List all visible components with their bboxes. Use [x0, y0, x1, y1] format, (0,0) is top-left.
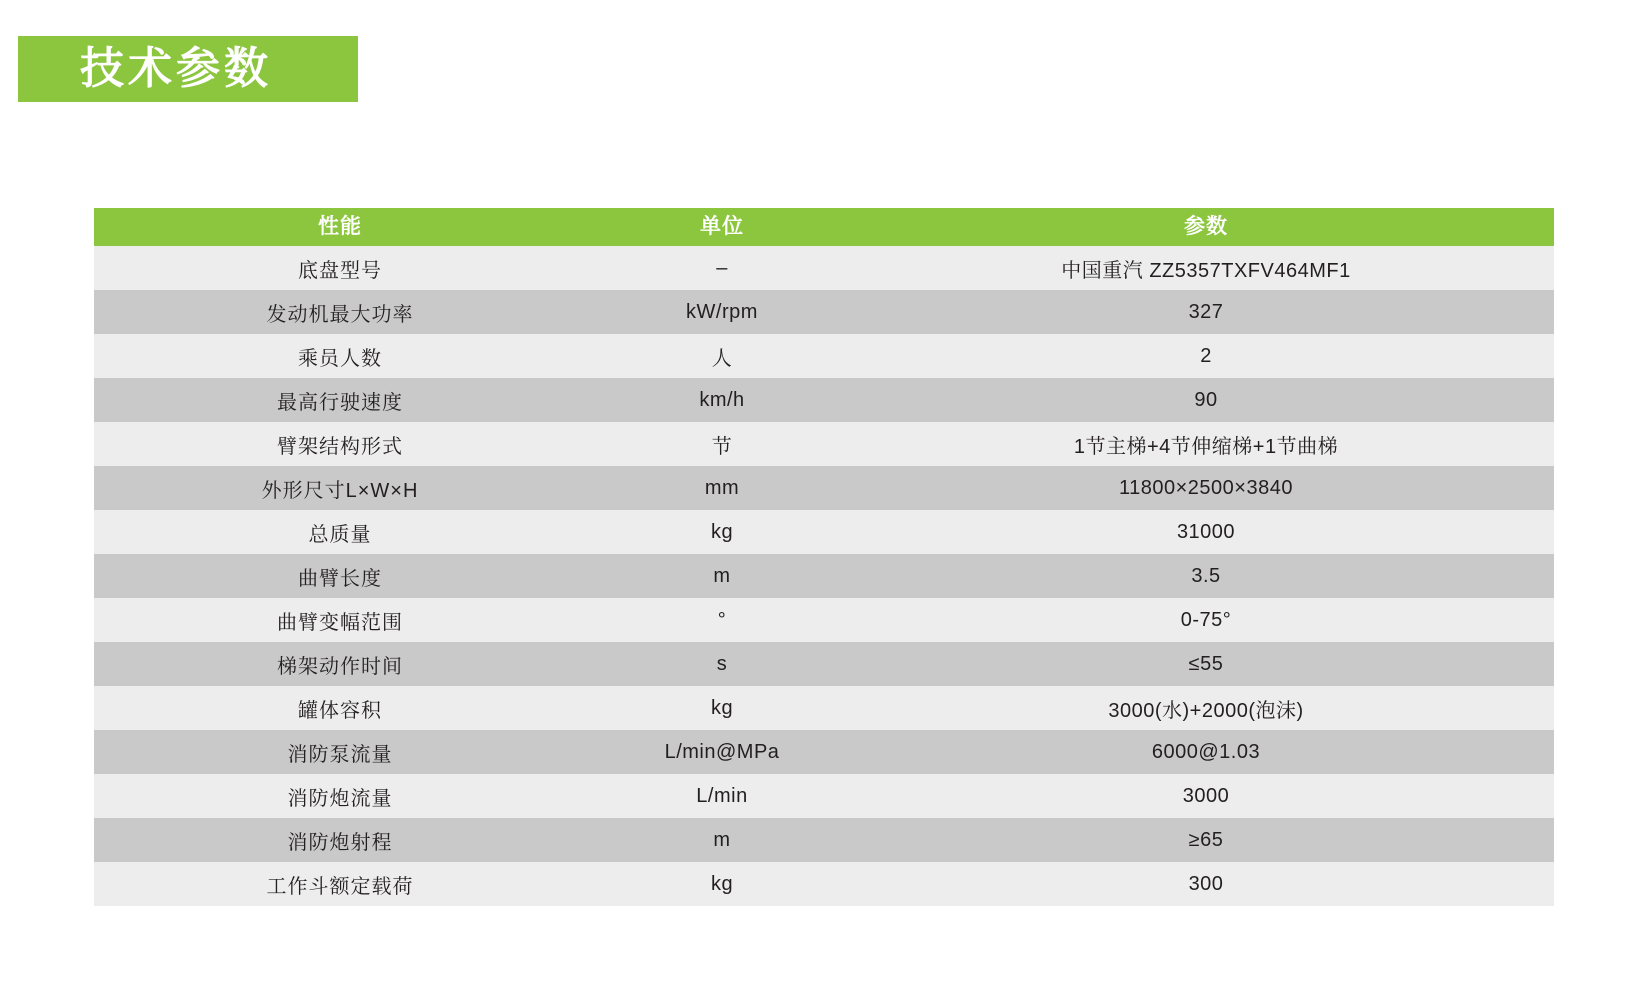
table-row — [94, 818, 1554, 862]
table-row — [94, 510, 1554, 554]
cell-performance-name: 最高行驶速度 — [94, 378, 586, 422]
cell-parameter-value: 327 — [858, 290, 1554, 334]
page-title-banner — [18, 36, 358, 102]
cell-parameter-value: 11800×2500×3840 — [858, 466, 1554, 510]
cell-unit: kW/rpm — [586, 290, 858, 334]
column-header-value: 参数 — [858, 208, 1554, 246]
table-row — [94, 334, 1554, 378]
spec-table — [94, 208, 1554, 906]
table-body — [94, 246, 1554, 906]
cell-performance-name: 梯架动作时间 — [94, 642, 586, 686]
table-header — [94, 208, 1554, 246]
cell-unit: L/min — [586, 774, 858, 818]
cell-parameter-value: 3000(水)+2000(泡沫) — [858, 686, 1554, 730]
cell-parameter-value: 90 — [858, 378, 1554, 422]
table-row — [94, 862, 1554, 906]
cell-parameter-value: 3.5 — [858, 554, 1554, 598]
cell-parameter-value: ≤55 — [858, 642, 1554, 686]
cell-unit: ° — [586, 598, 858, 642]
cell-unit: 节 — [586, 422, 858, 466]
cell-parameter-value: 2 — [858, 334, 1554, 378]
cell-performance-name: 曲臂长度 — [94, 554, 586, 598]
cell-parameter-value: 中国重汽 ZZ5357TXFV464MF1 — [858, 246, 1554, 290]
cell-unit: mm — [586, 466, 858, 510]
table-row — [94, 642, 1554, 686]
cell-parameter-value: 31000 — [858, 510, 1554, 554]
cell-performance-name: 臂架结构形式 — [94, 422, 586, 466]
cell-performance-name: 乘员人数 — [94, 334, 586, 378]
table-row — [94, 246, 1554, 290]
cell-unit: kg — [586, 510, 858, 554]
cell-unit: kg — [586, 686, 858, 730]
column-header-name: 性能 — [94, 208, 586, 246]
cell-unit: kg — [586, 862, 858, 906]
table-row — [94, 554, 1554, 598]
cell-performance-name: 消防炮射程 — [94, 818, 586, 862]
table-header-row — [94, 208, 1554, 246]
table-row — [94, 730, 1554, 774]
cell-performance-name: 曲臂变幅范围 — [94, 598, 586, 642]
cell-parameter-value: 6000@1.03 — [858, 730, 1554, 774]
table-row — [94, 466, 1554, 510]
cell-unit: m — [586, 818, 858, 862]
cell-performance-name: 消防炮流量 — [94, 774, 586, 818]
page-title: 技术参数 — [80, 44, 272, 93]
cell-unit: m — [586, 554, 858, 598]
column-header-unit: 单位 — [586, 208, 858, 246]
cell-unit: s — [586, 642, 858, 686]
table-row — [94, 686, 1554, 730]
table-row — [94, 290, 1554, 334]
table-row — [94, 598, 1554, 642]
cell-parameter-value: 300 — [858, 862, 1554, 906]
cell-performance-name: 消防泵流量 — [94, 730, 586, 774]
cell-parameter-value: 0-75° — [858, 598, 1554, 642]
cell-performance-name: 底盘型号 — [94, 246, 586, 290]
cell-unit: – — [586, 246, 858, 290]
cell-performance-name: 发动机最大功率 — [94, 290, 586, 334]
table-row — [94, 378, 1554, 422]
cell-performance-name: 工作斗额定载荷 — [94, 862, 586, 906]
spec-table-container — [94, 208, 1554, 906]
table-row — [94, 774, 1554, 818]
cell-unit: L/min@MPa — [586, 730, 858, 774]
cell-parameter-value: 3000 — [858, 774, 1554, 818]
cell-parameter-value: 1节主梯+4节伸缩梯+1节曲梯 — [858, 422, 1554, 466]
cell-unit: 人 — [586, 334, 858, 378]
table-row — [94, 422, 1554, 466]
cell-unit: km/h — [586, 378, 858, 422]
cell-performance-name: 罐体容积 — [94, 686, 586, 730]
cell-performance-name: 总质量 — [94, 510, 586, 554]
cell-parameter-value: ≥65 — [858, 818, 1554, 862]
cell-performance-name: 外形尺寸L×W×H — [94, 466, 586, 510]
